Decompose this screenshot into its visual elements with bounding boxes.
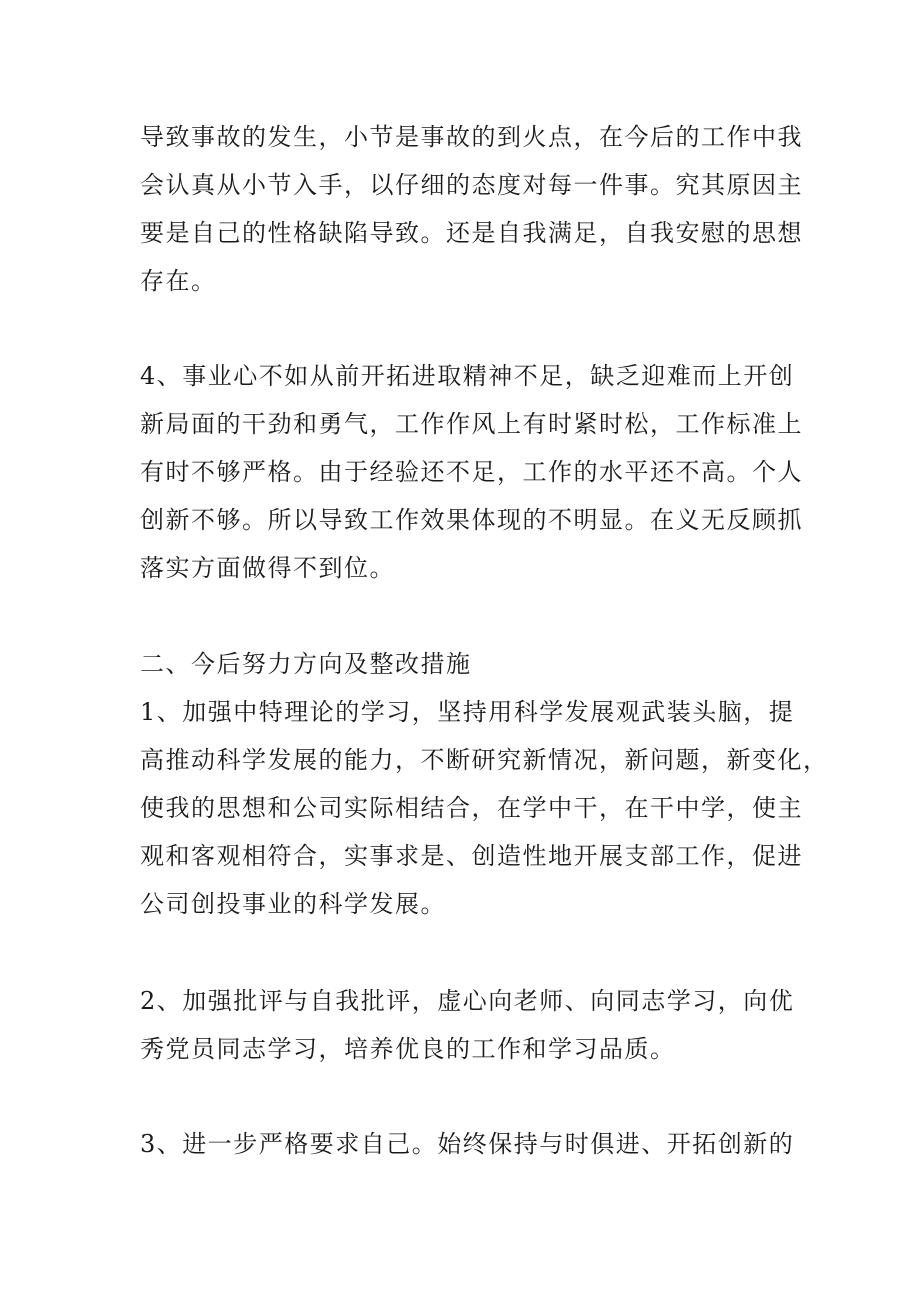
text-line: 2、加强批评与自我批评，虚心向老师、向同志学习，向优 — [140, 987, 795, 1015]
text-line: 要是自己的性格缺陷导致。还是自我满足，自我安慰的思想 — [140, 219, 803, 247]
section-improvement-measures — [140, 640, 829, 928]
text-line: 导致事故的发生，小节是事故的到火点，在今后的工作中我 — [140, 123, 803, 151]
paragraph-item-4 — [140, 352, 803, 592]
text-line: 1、加强中特理论的学习，坚持用科学发展观武装头脑，提 — [140, 698, 795, 726]
text-line: 3、进一步严格要求自己。始终保持与时俱进、开拓创新的 — [140, 1130, 795, 1158]
paragraph-item-2 — [140, 977, 795, 1073]
text-line: 会认真从小节入手，以仔细的态度对每一件事。究其原因主 — [140, 171, 803, 199]
text-line: 落实方面做得不到位。 — [140, 554, 395, 582]
text-line: 有时不够严格。由于经验还不足，工作的水平还不高。个人 — [140, 458, 803, 486]
paragraph-accident-cause — [140, 113, 803, 305]
text-line: 使我的思想和公司实际相结合，在学中干，在干中学，使主 — [140, 794, 803, 822]
text-line: 秀党员同志学习，培养优良的工作和学习品质。 — [140, 1035, 676, 1063]
text-line: 创新不够。所以导致工作效果体现的不明显。在义无反顾抓 — [140, 506, 803, 534]
text-line: 公司创投事业的科学发展。 — [140, 890, 446, 918]
text-line: 4、事业心不如从前开拓进取精神不足，缺乏迎难而上开创 — [140, 362, 795, 390]
section-heading: 二、今后努力方向及整改措施 — [140, 650, 472, 678]
text-line: 存在。 — [140, 267, 217, 295]
text-line: 新局面的干劲和勇气，工作作风上有时紧时松，工作标准上 — [140, 410, 803, 438]
text-line: 观和客观相符合，实事求是、创造性地开展支部工作，促进 — [140, 842, 803, 870]
text-line: 高推动科学发展的能力，不断研究新情况，新问题，新变化， — [140, 746, 829, 774]
paragraph-item-3 — [140, 1120, 795, 1168]
